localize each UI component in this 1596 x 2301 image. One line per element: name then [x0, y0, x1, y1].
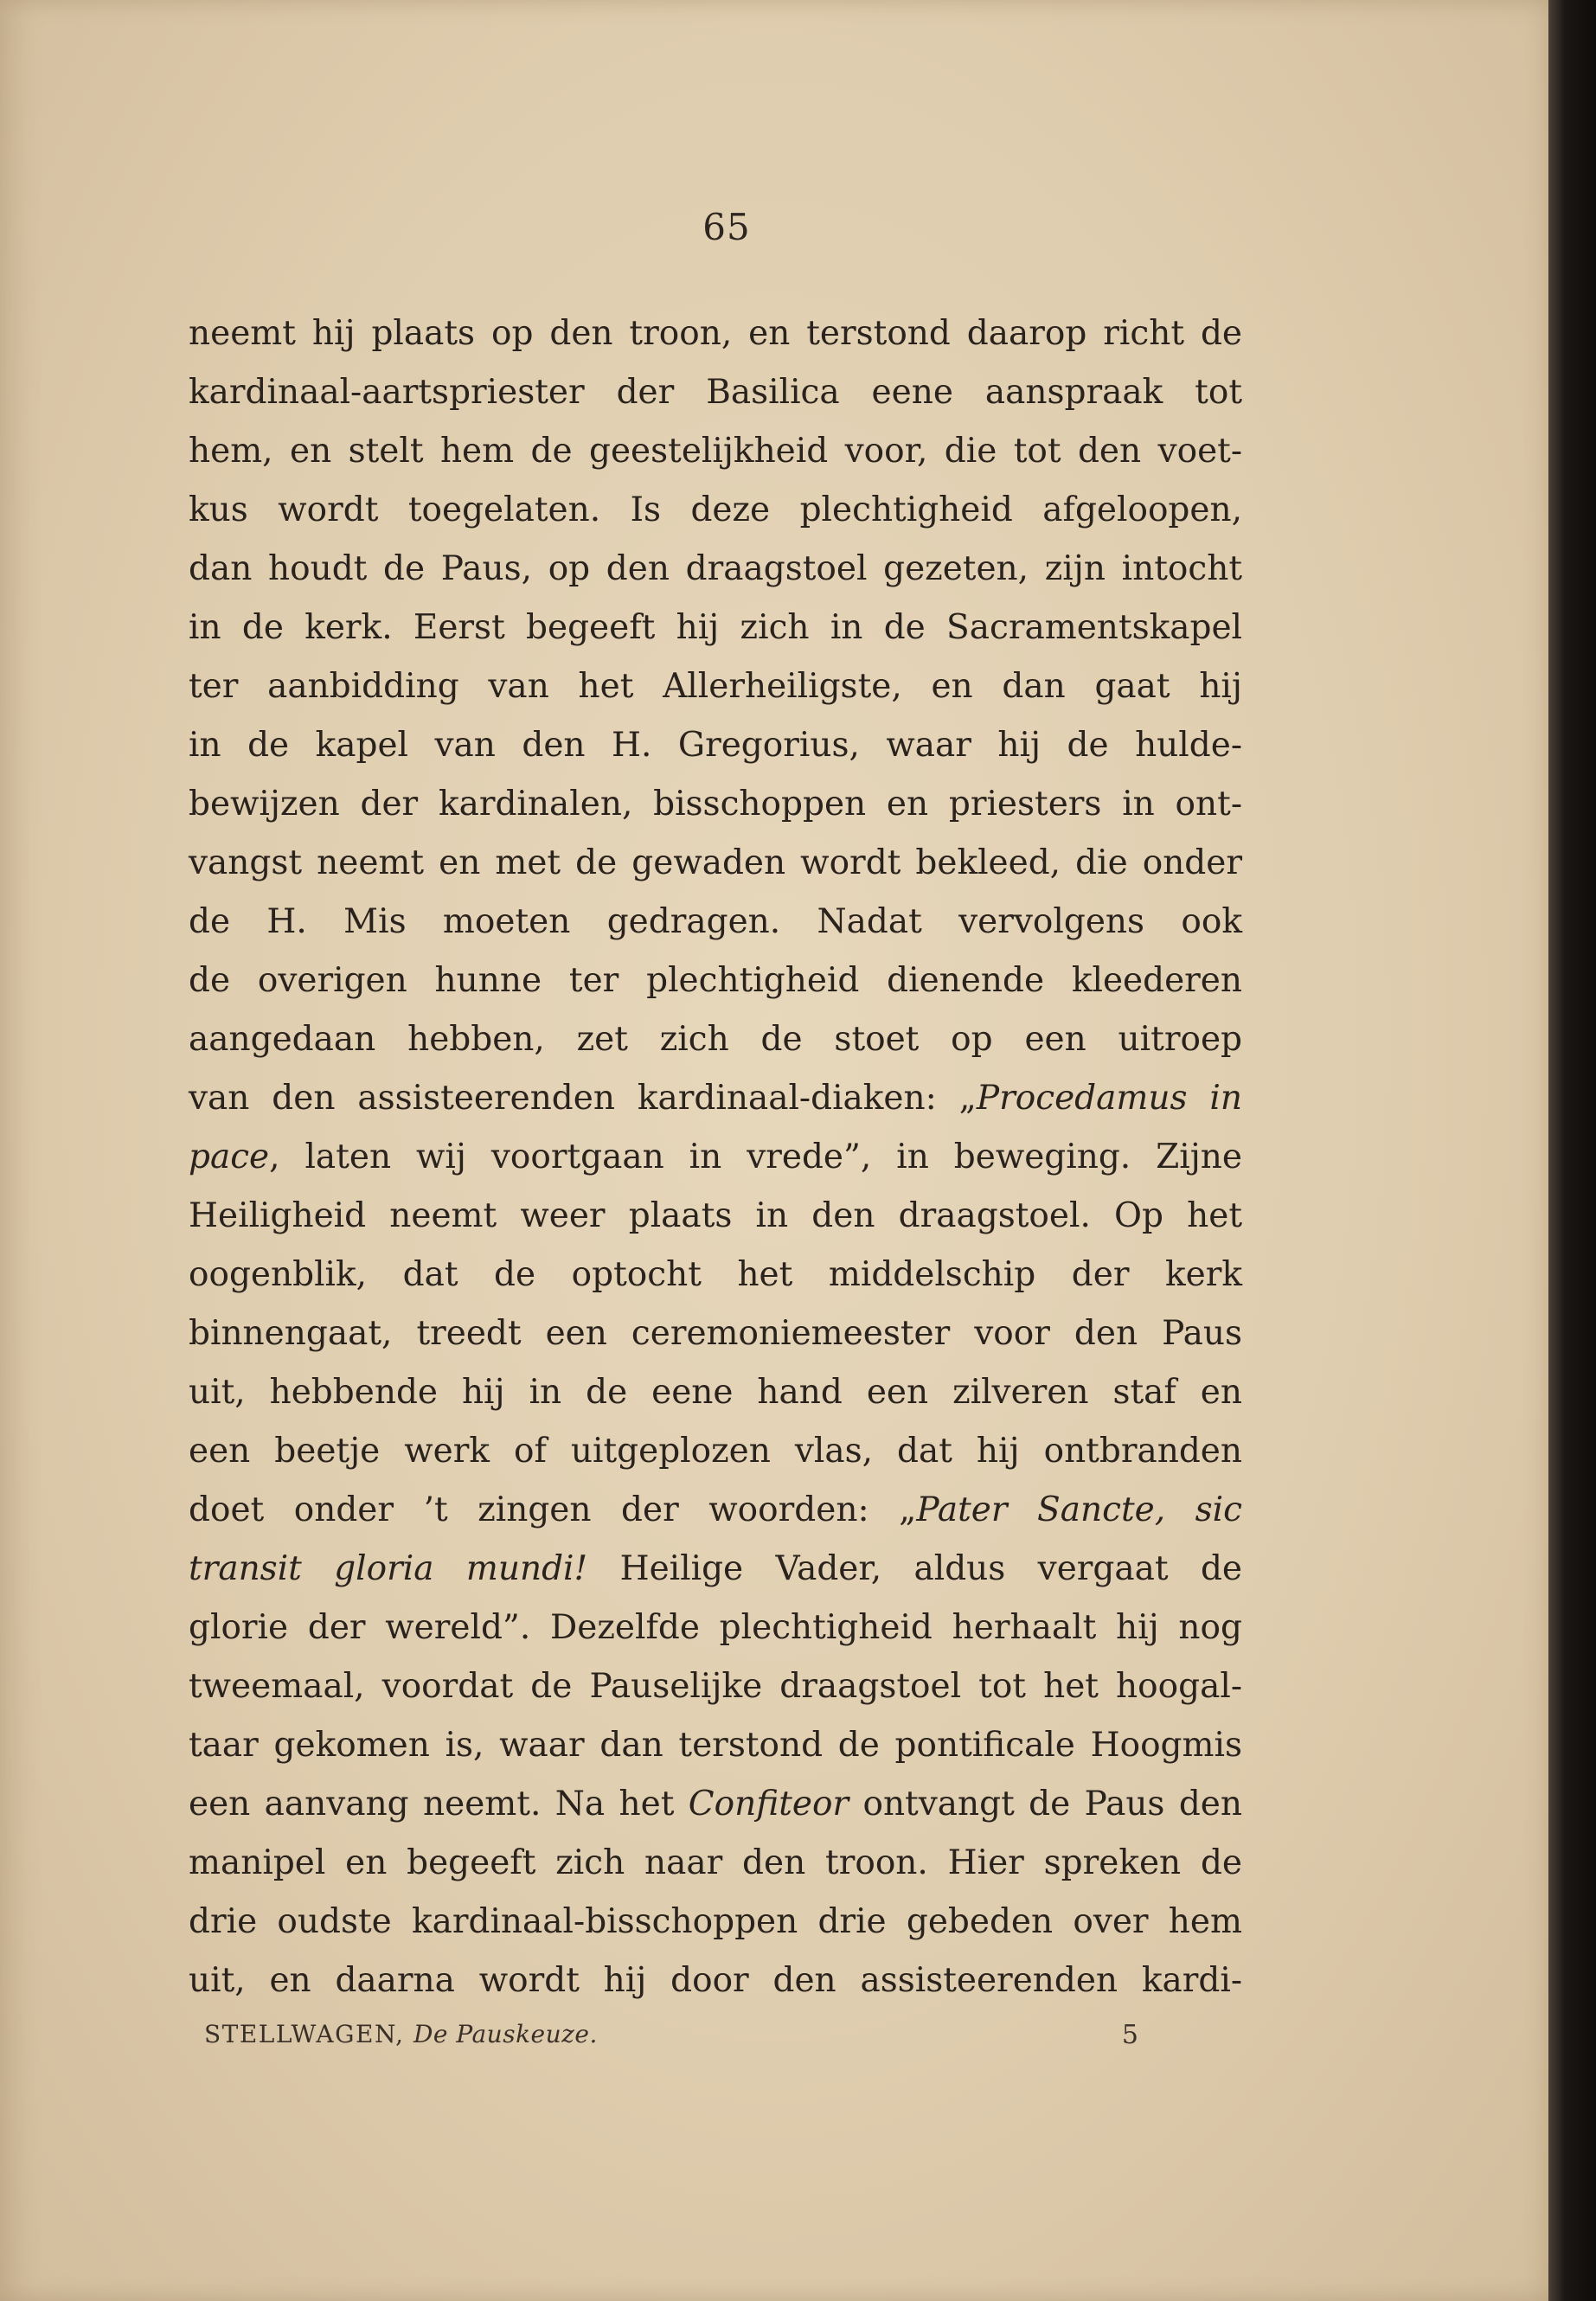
text-line: uit, en daarna wordt hij door den assisteerenden kardi- — [189, 1961, 1242, 2000]
text-line: pace, laten wij voortgaan in vrede”, in beweging. Zijne — [189, 1138, 1242, 1176]
text-line: doet onder ’t zingen der woorden: „Pater Sancte, sic — [189, 1490, 1242, 1529]
footer-signature: STELLWAGEN, De Pauskeuze. — [204, 2020, 598, 2048]
text-line: uit, hebbende hij in de eene hand een zilveren staf en — [189, 1373, 1242, 1412]
footer-title: De Pauskeuze. — [413, 2020, 598, 2048]
text-line: een aanvang neemt. Na het Confiteor ontvangt de Paus den — [189, 1785, 1242, 1823]
text-line: neemt hij plaats op den troon, en terstond daarop richt de — [189, 314, 1242, 353]
text-line: een beetje werk of uitgeplozen vlas, dat hij ontbranden — [189, 1432, 1242, 1471]
text-line: binnengaat, treedt een ceremoniemeester voor den Paus — [189, 1314, 1242, 1353]
body-text — [189, 304, 1242, 2010]
text-line: transit gloria mundi! Heilige Vader, aldus vergaat de — [189, 1549, 1242, 1588]
book-binding-edge — [1548, 0, 1596, 2301]
latin-term: Confiteor — [688, 1785, 849, 1823]
text-line: in de kerk. Eerst begeeft hij zich in de Sacramentskapel — [189, 608, 1242, 647]
text-line: tweemaal, voordat de Pauselijke draagstoel tot het hoogal- — [189, 1667, 1242, 1706]
text-line: de H. Mis moeten gedragen. Nadat vervolgens ook — [189, 902, 1242, 941]
text-line: hem, en stelt hem de geestelijkheid voor, die tot den voet- — [189, 432, 1242, 471]
text-line: glorie der wereld”. Dezelfde plechtigheid herhaalt hij nog — [189, 1608, 1242, 1647]
text-line: oogenblik, dat de optocht het middelschip der kerk — [189, 1255, 1242, 1294]
text-line: taar gekomen is, waar dan terstond de pontificale Hoogmis — [189, 1726, 1242, 1765]
page-number: 65 — [702, 206, 751, 248]
text-line: de overigen hunne ter plechtigheid dienende kleederen — [189, 961, 1242, 1000]
latin-phrase: Procedamus in — [976, 1079, 1243, 1118]
text-line: kus wordt toegelaten. Is deze plechtigheid afgeloopen, — [189, 490, 1242, 529]
text-line: bewijzen der kardinalen, bisschoppen en priesters in ont- — [189, 785, 1242, 824]
text-line: manipel en begeeft zich naar den troon. Hier spreken de — [189, 1843, 1242, 1882]
latin-phrase: Pater Sancte, sic — [916, 1490, 1242, 1529]
sheet-number: 5 — [1121, 2020, 1138, 2050]
text-line: dan houdt de Paus, op den draagstoel gezeten, zijn intocht — [189, 549, 1242, 588]
page-footer — [204, 2020, 1138, 2054]
text-line: vangst neemt en met de gewaden wordt bekleed, die onder — [189, 843, 1242, 882]
text-line: van den assisteerenden kardinaal-diaken: „Procedamus in — [189, 1079, 1243, 1118]
text-line: kardinaal-aartspriester der Basilica eene aanspraak tot — [189, 373, 1242, 412]
text-line: Heiligheid neemt weer plaats in den draagstoel. Op het — [189, 1196, 1242, 1235]
text-line: in de kapel van den H. Gregorius, waar hij de hulde- — [189, 726, 1242, 765]
latin-phrase: pace — [189, 1138, 270, 1176]
text-line: drie oudste kardinaal-bisschoppen drie gebeden over hem — [189, 1902, 1242, 1941]
latin-phrase: transit gloria mundi! — [189, 1549, 588, 1588]
text-line: aangedaan hebben, zet zich de stoet op een uitroep — [189, 1020, 1242, 1059]
text-line: ter aanbidding van het Allerheiligste, en dan gaat hij — [189, 667, 1242, 706]
